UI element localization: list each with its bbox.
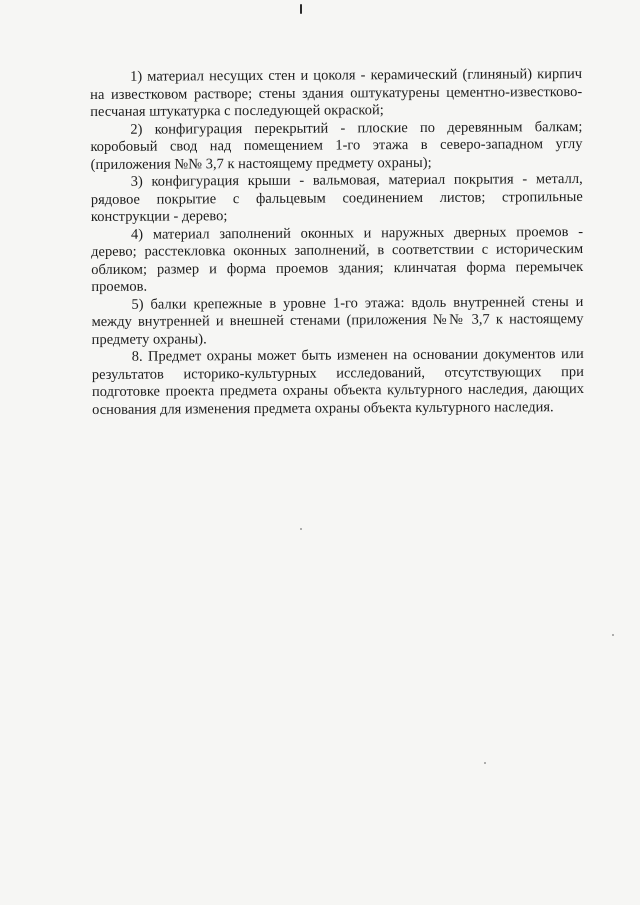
paragraph-roof-configuration: 3) конфигурация крыши - вальмовая, материал покрытия - металл, рядовое покрытие с фальцевым соединением листов; стропильные конструкции - дерево; <box>90 170 583 225</box>
paragraph-wall-material: 1) материал несущих стен и цоколя - керамический (глиняный) кирпич на известковом растворе; стены здания оштукатурены цементно-известково-песчаная штукатурка с последующей окраской; <box>90 65 583 120</box>
paragraph-protection-change: 8. Предмет охраны может быть изменен на основании документов или результатов историко-культурных исследований, отсутствующих при подготовке проекта предмета охраны объекта культурного наследия, дающих основания для изменения предмета охраны объекта культурного наследия. <box>91 345 585 418</box>
scan-speck <box>300 528 302 530</box>
scan-speck <box>484 762 486 764</box>
page-punch-mark <box>300 4 302 14</box>
paragraph-fastening-beams: 5) балки крепежные в уровне 1-го этажа: вдоль внутренней стены и между внутренней и внешней стенами (приложения №№ 3,7 к настоящему предмету охраны). <box>91 293 584 348</box>
paragraph-window-door-fill: 4) материал заполнений оконных и наружных дверных проемов - дерево; расстекловка оконных заполнений, в соответствии с историческим обликом; размер и форма проемов здания; клинчатая форма перемычек проемов. <box>91 223 584 295</box>
paragraph-floor-configuration: 2) конфигурация перекрытий - плоские по деревянным балкам; коробовый свод над помещением 1-го этажа в северо-западном углу (приложения №№ 3,7 к настоящему предмету охраны); <box>90 118 583 173</box>
scan-speck <box>612 634 614 636</box>
document-body <box>90 66 584 419</box>
